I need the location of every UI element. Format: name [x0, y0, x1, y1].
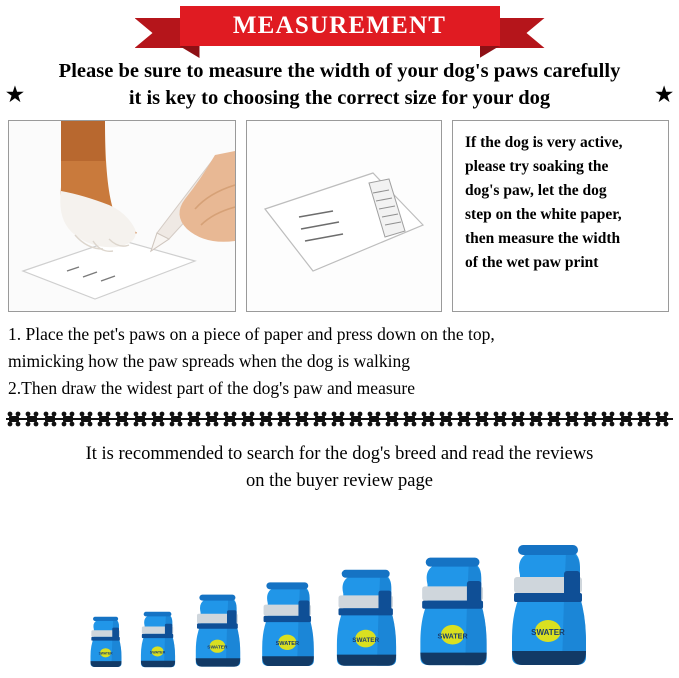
panel-paw-trace-photo — [8, 120, 236, 312]
svg-text:SWATER: SWATER — [530, 628, 565, 637]
boot-size-lineup — [0, 542, 679, 678]
headline — [0, 54, 679, 112]
dog-boot-size-6 — [415, 552, 492, 674]
ribbon — [180, 6, 500, 46]
svg-text:SWATER: SWATER — [275, 641, 299, 648]
boot-illustration — [415, 552, 492, 669]
recommendation-text — [0, 427, 679, 497]
dog-boot-size-1 — [88, 614, 124, 674]
note-line-4: step on the white paper, — [465, 206, 622, 224]
boot-illustration — [88, 614, 124, 669]
dog-boot-size-4 — [258, 578, 318, 674]
panels-row — [0, 112, 679, 312]
dog-boot-size-3 — [192, 591, 244, 674]
recommend-line-2: on the buyer review page — [246, 471, 433, 492]
svg-text:SWATER: SWATER — [206, 645, 227, 651]
panel-active-dog-note — [452, 120, 669, 312]
paw-trace-illustration — [9, 121, 235, 311]
decorative-divider — [6, 411, 673, 427]
ruler-measure-illustration — [247, 121, 441, 311]
headline-line-1: Please be sure to measure the width of your dog's paws carefully — [58, 60, 621, 82]
headline-line-2: it is key to choosing the correct size for your dog — [128, 87, 551, 110]
star-left-icon: ★ — [6, 84, 24, 106]
boot-illustration — [332, 565, 401, 669]
svg-text:SWATER: SWATER — [351, 636, 379, 644]
dog-boot-size-5 — [332, 565, 401, 674]
svg-text:SWATER: SWATER — [437, 632, 468, 641]
note-line-2: please try soaking the — [465, 158, 609, 176]
dog-boot-size-7 — [506, 539, 592, 674]
svg-text:SWATER: SWATER — [98, 651, 113, 656]
boot-illustration — [192, 591, 244, 669]
star-right-icon: ★ — [655, 84, 673, 106]
step-1-line-2: mimicking how the paw spreads when the dog is walking — [8, 350, 410, 371]
banner-title: MEASUREMENT — [232, 12, 447, 39]
note-line-1: If the dog is very active, — [465, 134, 623, 152]
boot-illustration — [138, 609, 178, 669]
dog-boot-size-2 — [138, 609, 178, 674]
note-line-3: dog's paw, let the dog — [465, 182, 607, 200]
paw-chain-divider-icon — [6, 411, 673, 427]
boot-illustration — [258, 578, 318, 669]
step-1-line-1: 1. Place the pet's paws on a piece of paper and press down on the top, — [8, 324, 495, 345]
svg-text:SWATER: SWATER — [149, 650, 165, 655]
measurement-banner — [0, 2, 679, 54]
boot-illustration — [506, 539, 592, 669]
step-2: 2.Then draw the widest part of the dog's paw and measure — [8, 377, 415, 398]
instruction-steps — [0, 312, 679, 401]
note-line-6: of the wet paw print — [465, 254, 599, 272]
note-line-5: then measure the width — [465, 230, 621, 248]
panel-measure-photo — [246, 120, 442, 312]
recommend-line-1: It is recommended to search for the dog's breed and read the reviews — [85, 443, 594, 464]
